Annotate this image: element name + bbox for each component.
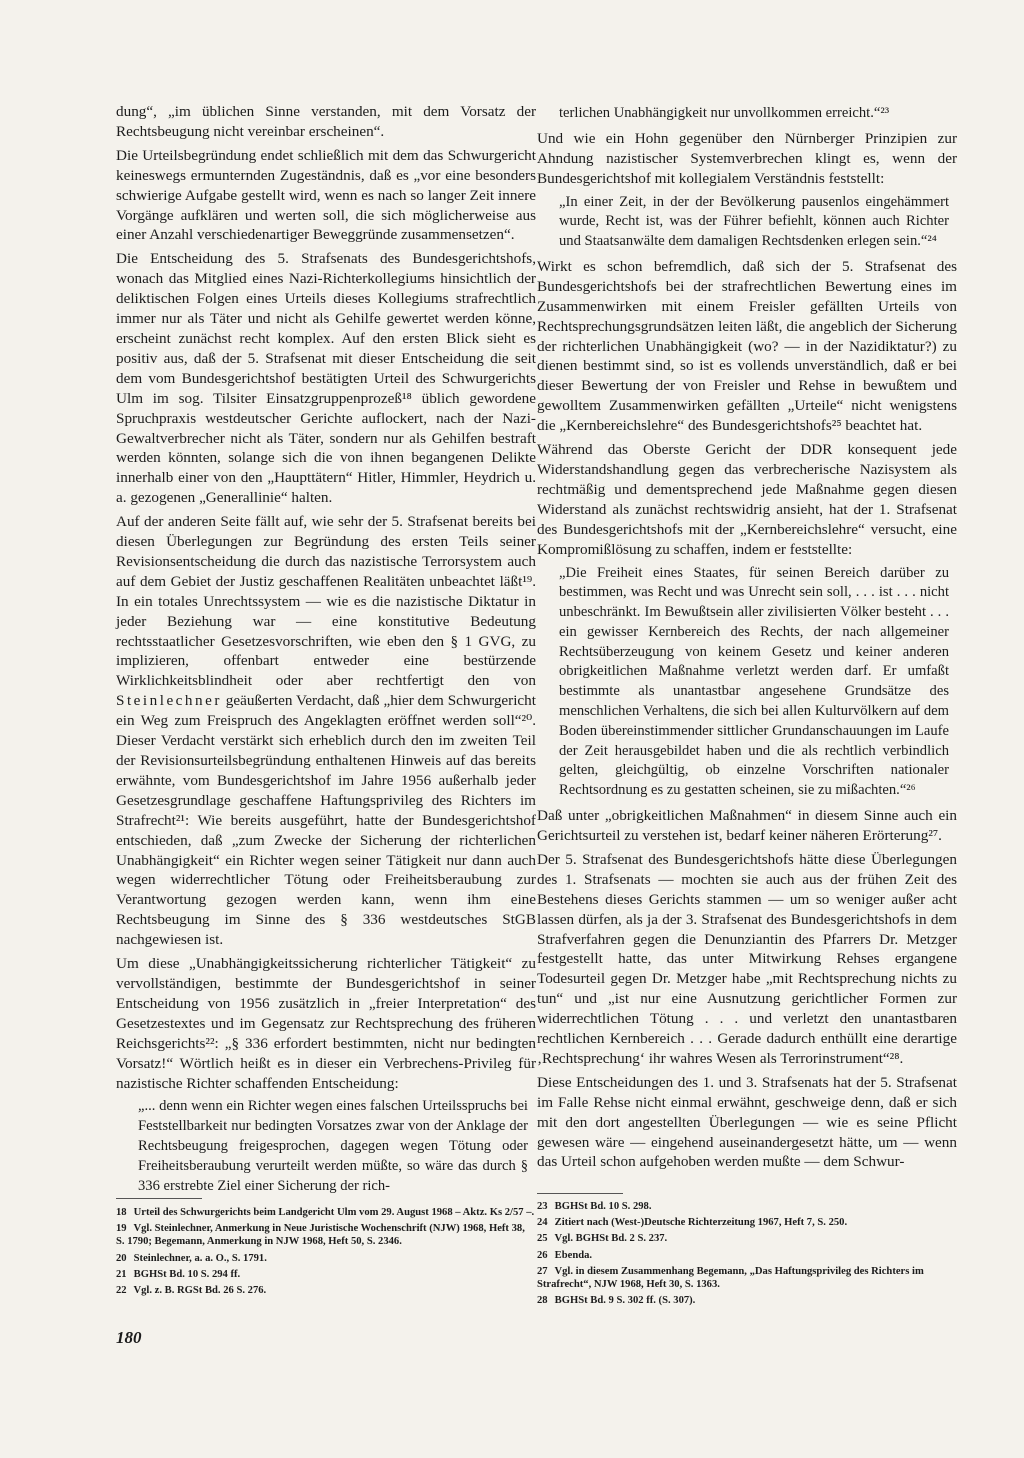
footnote — [116, 1252, 536, 1265]
footnote-number: 21 — [116, 1268, 127, 1280]
right-column — [537, 102, 957, 1176]
footnote-text: Vgl. z. B. RGSt Bd. 26 S. 276. — [133, 1285, 267, 1297]
footnote-number: 22 — [116, 1285, 127, 1297]
footnote-text: Vgl. BGHSt Bd. 2 S. 237. — [554, 1233, 668, 1245]
paragraph: Der 5. Strafsenat des Bundesgerichtshofs hätte diese Überlegungen des 1. Strafsenats — mochten sie auch aus der frühen Zeit des Bestehens dieses Gerichts stammen — um so weniger außer acht lassen dürfen, als ja der 3. Strafsenat des Bundesgerichtshofs in dem Strafverfahren gegen die Denunziantin des Pfarrers Dr. Metzger festgestellt hatte, das unter Mitwirkung Rehses ergangene Todesurteil gegen Dr. Metzger habe „mit Rechtsprechung nichts zu tun“ und „ist nur eine Ausnutzung gerichtlicher Formen zur widerrechtlichen Tötung . . . und verletzt den unantastbaren rechtlichen Kernbereich . . . Gerade dadurch enthüllt eine derartige ‚Rechtsprechung‘ ihr wahres Wesen als Terrorinstrument“²⁸. — [537, 850, 957, 1067]
footnote — [116, 1206, 536, 1219]
paragraph: Und wie ein Hohn gegenüber den Nürnberger Prinzipien zur Ahndung nazistischer Systemverbrechen klingt es, wenn der Bundesgerichtshof mit kollegialem Verständnis feststellt: — [537, 129, 957, 187]
paragraph: dung“, „im üblichen Sinne verstanden, mit dem Vorsatz der Rechtsbeugung nicht vereinbar erscheinen“. — [116, 103, 536, 140]
footnote-number: 20 — [116, 1252, 127, 1264]
footnote — [116, 1268, 536, 1281]
footnotes-left — [116, 1206, 536, 1300]
footnote-number: 19 — [116, 1223, 127, 1235]
footnote-number: 26 — [537, 1249, 548, 1261]
footnotes-right — [537, 1200, 957, 1310]
paragraph: Daß unter „obrigkeitlichen Maßnahmen“ in diesem Sinne auch ein Gerichtsurteil zu verstehen ist, bedarf keiner näheren Erörterung²⁷. — [537, 807, 957, 844]
footnote-number: 18 — [116, 1207, 127, 1218]
footnote-number: 23 — [537, 1201, 548, 1212]
footnote-divider — [537, 1193, 623, 1194]
footnote-number: 25 — [537, 1233, 548, 1245]
footnote — [116, 1284, 536, 1297]
spaced-name: Steinlechner — [116, 692, 222, 710]
paragraph: Die Entscheidung des 5. Strafsenats des Bundesgerichtshofs, wonach das Mitglied eines Nazi-Richterkollegiums hinsichtlich der deliktischen Folgen eines Urteils dieses Kollegiums strafrechtlich immer nur als Täter und nicht als Gehilfe gewertet werden könne, erscheint zunächst recht komplex. Auf den ersten Blick sieht es positiv aus, daß der 5. Strafsenat mit dieser Entscheidung die seit dem vom Bundesgerichtshof bestätigten Urteil des Schwurgerichts Ulm im sog. Tilsiter Einsatzgruppenprozeß¹⁸ üblich gewordene Spruchpraxis westdeutscher Gerichte auflockert, nach der Nazi-Gewaltverbrecher nicht als Täter, sondern nur als Gehilfen bestraft werden könnten, solange sich die von ihnen begangenen Delikte innerhalb einer von den „Haupttätern“ Hitler, Himmler, Heydrich u. a. gezogenen „Generallinie“ halten. — [116, 250, 536, 507]
footnote — [537, 1232, 957, 1245]
paragraph-text: Auf der anderen Seite fällt auf, wie sehr der 5. Strafsenat bereits bei diesen Überlegungen zur Begründung des ersten Teils seiner Revisionsentscheidung die durch das nazistische Terrorsystem auch auf dem Gebiet der Justiz geschaffenen Realitäten unbeachtet läßt¹⁹. In ein totales Unrechtssystem — wie es die nazistische Diktatur in jeder Beziehung war — eine konstitutive Bedeutung rechtsstaatlicher Gesetzesvorschriften, wie eben den § 1 GVG, zu implizieren, offenbart entweder eine bestürzende Wirklichkeitsblindheit oder aber rechtfertigt den von — [116, 513, 536, 690]
paragraph: Während das Oberste Gericht der DDR konsequent jede Widerstandshandlung gegen das verbrecherische Nazisystem als rechtmäßig und dementsprechend jede Maßnahme gegen diesen Widerstand als zunächst rechtswidrig ansieht, hat der 1. Strafsenat des Bundesgerichtshofs mit der „Kernbereichslehre“ versucht, eine Kompromißlösung zu schaffen, indem er feststellte: — [537, 441, 957, 558]
footnote-text: Vgl. in diesem Zusammenhang Begemann, „Das Haftungsprivileg des Richters im Strafrecht“, NJW 1968, Heft 30, S. 1363. — [537, 1265, 924, 1291]
paragraph: Wirkt es schon befremdlich, daß sich der 5. Strafsenat des Bundesgerichtshofs bei der strafrechtlichen Bewertung eines im Zusammenwirken mit einem Freisler gefällten Urteils von Rechtsprechungsgrundsätzen leiten läßt, die angeblich der Sicherung der richterlichen Unabhängigkeit (wo? — in der Nazidiktatur?) zu dienen bestimmt sind, so ist es vollends unverständlich, daß er bei dieser Bewertung der von Freisler und Rehse in bewußtem und gewolltem Zusammenwirken gefällten „Urteile“ nicht wenigstens die „Kernbereichslehre“ des Bundesgerichtshofs²⁵ beachtet hat. — [537, 257, 957, 435]
page-number: 180 — [116, 1328, 142, 1347]
left-column — [116, 102, 536, 1201]
footnote — [537, 1294, 957, 1307]
footnote — [537, 1249, 957, 1262]
footnote — [537, 1200, 957, 1213]
footnote-number: 28 — [537, 1295, 548, 1307]
footnote-text: BGHSt Bd. 9 S. 302 ff. (S. 307). — [554, 1295, 696, 1307]
quote-continuation: terlichen Unabhängigkeit nur unvollkommen erreicht.“²³ — [559, 105, 890, 121]
quote: „... denn wenn ein Richter wegen eines falschen Urteilsspruchs bei Feststellbarkeit nur bedingten Vorsatzes zwar von der Anklage der Rechtsbeugung freigesprochen, dagegen wegen Tötung oder Freiheitsberaubung verurteilt werden müßte, so wäre das durch § 336 erstrebte Ziel einer Sicherung der rich- — [138, 1098, 528, 1194]
footnote — [537, 1216, 957, 1229]
footnote-text: Vgl. Steinlechner, Anmerkung in Neue Juristische Wochenschrift (NJW) 1968, Heft 38, S. 1790; Begemann, Anmerkung in NJW 1968, Heft 50, S. 2346. — [116, 1223, 525, 1248]
footnote-text: BGHSt Bd. 10 S. 294 ff. — [133, 1268, 241, 1280]
paragraph: Um diese „Unabhängigkeitssicherung richterlicher Tätigkeit“ zu vervollständigen, bestimmte der Bundesgerichtshof in seiner Entscheidung von 1956 zusätzlich in „freier Interpretation“ des Gesetzestextes und im Gegensatz zur Rechtsprechung des früheren Reichsgerichts²²: „§ 336 erfordert bestimmten, nicht nur bedingten Vorsatz!“ Wörtlich heißt es in dieser ein Verbrechens-Privileg für nazistische Richter schaffenden Entscheidung: — [116, 955, 536, 1092]
footnote-text: Urteil des Schwurgerichts beim Landgericht Ulm vom 29. August 1968 – Aktz. Ks 2/57 –. — [133, 1207, 535, 1218]
footnote-text: BGHSt Bd. 10 S. 298. — [554, 1201, 652, 1212]
footnote-text: Steinlechner, a. a. O., S. 1791. — [133, 1252, 267, 1264]
paragraph: Die Urteilsbegründung endet schließlich mit dem das Schwurgericht keineswegs ermunternden Zugeständnis, daß es „vor eine besonders schwierige Aufgabe gestellt wird, wenn es nach so langer Zeit innere Vorgänge aufklären und werten soll, die sich möglicherweise aus einer Anzahl verschiedenartiger Beweggründe zusammensetzen“. — [116, 146, 536, 244]
footnote-text: Ebenda. — [554, 1249, 593, 1261]
footnote-number: 24 — [537, 1217, 548, 1229]
footnote-number: 27 — [537, 1265, 548, 1277]
quote: „In einer Zeit, in der der Bevölkerung pausenlos eingehämmert wurde, Recht ist, was der Führer befiehlt, können auch Richter und Staatsanwälte dem damaligen Rechtsdenken erlegen sein.“²⁴ — [559, 193, 949, 250]
quote: „Die Freiheit eines Staates, für seinen Bereich darüber zu bestimmen, was Recht und was Unrecht sein soll, . . . ist . . . nicht unbeschränkt. Im Bewußtsein aller zivilisierten Völker besteht . . . ein gewisser Kernbereich des Rechts, der nach allgemeiner Rechtsüberzeugung von keinem Gesetz und keiner anderen obrigkeitlichen Maßnahme verletzt werden darf. Er umfaßt bestimmte als unantastbar angesehene Grundsätze des menschlichen Verhaltens, die sich bei allen Kulturvölkern auf dem Boden übereinstimmender sittlicher Grundanschauungen im Laufe der Zeit herausgebildet haben und die als rechtlich verbindlich gelten, gleichgültig, ob einzelne Vorschriften nationaler Rechtsordnung es zu gestatten scheinen, sie zu mißachten.“²⁶ — [559, 564, 949, 799]
paragraph — [116, 512, 536, 950]
footnote — [116, 1222, 536, 1248]
paragraph-text: geäußerten Verdacht, daß „hier dem Schwurgericht ein Weg zum Freispruch des Angeklagten eröffnet werden soll“²⁰. Dieser Verdacht verstärkt sich erheblich durch den im zweiten Teil der Revisionsurteilsbegründung enthaltenen Hinweis auf das bereits erwähnte, vom Bundesgerichtshof im Jahre 1956 außerhalb jeder Gesetzesgrundlage geschaffene Haftungsprivileg des Richters im Strafrecht²¹: Wie bereits ausgeführt, hatte der Bundesgerichtshof entschieden, daß „zum Zwecke der Sicherung der richterlichen Unabhängigkeit“ ein Richter wegen seiner Tätigkeit nur dann auch wegen widerrechtlicher Tötung oder Freiheitsberaubung zur Verantwortung gezogen werden kann, wenn ihm eine Rechtsbeugung im Sinne des § 336 westdeutsches StGB nachgewiesen ist. — [116, 692, 536, 949]
footnote — [537, 1265, 957, 1291]
footnote-text: Zitiert nach (West-)Deutsche Richterzeitung 1967, Heft 7, S. 250. — [554, 1217, 848, 1229]
paragraph: Diese Entscheidungen des 1. und 3. Strafsenats hat der 5. Strafsenat im Falle Rehse nicht einmal erwähnt, geschweige denn, daß er sich mit den dort angestellten Überlegungen — wie es seine Pflicht gewesen wäre — eingehend auseinandergesetzt hätte, um — wenn das Urteil schon aufgehoben werden mußte — dem Schwur- — [537, 1073, 957, 1171]
footnote-divider — [116, 1198, 202, 1199]
